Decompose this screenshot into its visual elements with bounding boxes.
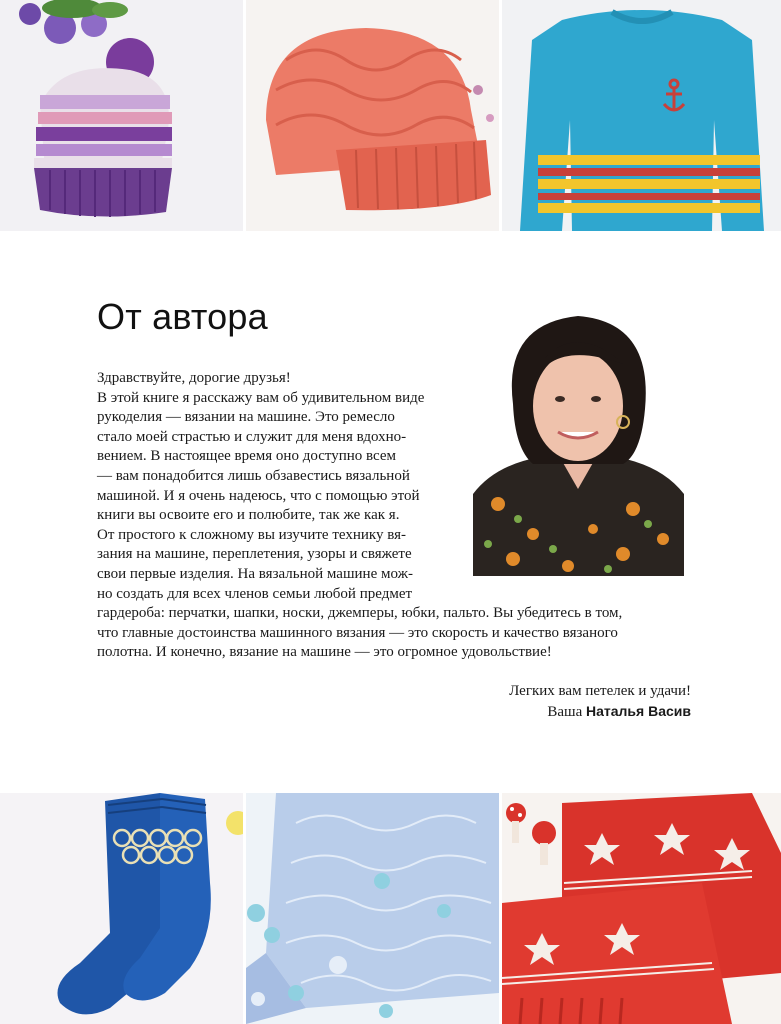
- photo-lace-blanket: [246, 793, 499, 1024]
- letter-line: книги вы освоите его и полюбите, так же как я.: [97, 507, 400, 524]
- letter-line: рукоделия — вязании на машине. Это ремесло: [97, 409, 395, 426]
- letter-line: но создать для всех членов семьи любой предмет: [97, 585, 413, 602]
- striped-hat-illustration: [0, 0, 243, 231]
- letter-line: свои первые изделия. На вязальной машине мож-: [97, 565, 413, 582]
- letter-line: полотна. И конечно, вязание на машине — это огромное удовольствие!: [97, 644, 552, 661]
- letter-line: гардероба: перчатки, шапки, носки, джемперы, юбки, пальто. Вы убедитесь в том,: [97, 605, 623, 622]
- signature-wish: Легких вам петелек и удачи!: [509, 683, 691, 699]
- coral-beanie-illustration: [246, 0, 499, 231]
- scarf-illustration: [502, 793, 781, 1024]
- letter-line: В этой книге я расскажу вам об удивительном виде: [97, 389, 425, 406]
- letter-line: вением. В настоящее время оно доступно всем: [97, 448, 397, 465]
- signature-line: [509, 701, 691, 722]
- letter-line: машиной. И я очень надеюсь, что с помощью этой: [97, 487, 420, 504]
- socks-illustration: [0, 793, 243, 1024]
- letter-line: стало моей страстью и служит для меня вдохно-: [97, 428, 407, 445]
- sweater-illustration: [502, 0, 781, 231]
- photo-blue-socks: [0, 793, 243, 1024]
- photo-striped-pompom-hat: [0, 0, 243, 231]
- signature-prefix: Ваша: [547, 704, 586, 720]
- author-name: Наталья Васив: [586, 703, 691, 719]
- photo-anchor-sweater: [502, 0, 781, 231]
- letter-line: От простого к сложному вы изучите технику вя-: [97, 526, 406, 543]
- signature-block: [509, 681, 691, 722]
- author-letter: [97, 369, 677, 663]
- photo-coral-beanie: [246, 0, 499, 231]
- blanket-illustration: [246, 793, 499, 1024]
- photo-nordic-scarf: [502, 793, 781, 1024]
- letter-line: зания на машине, переплетения, узоры и свяжете: [97, 546, 412, 563]
- letter-line: что главные достоинства машинного вязания — это скорость и качество вязаного: [97, 624, 618, 641]
- letter-line: Здравствуйте, дорогие друзья!: [97, 370, 291, 386]
- page-title: От автора: [97, 296, 268, 337]
- letter-line: — вам понадобится лишь обзавестись вязальной: [97, 467, 410, 484]
